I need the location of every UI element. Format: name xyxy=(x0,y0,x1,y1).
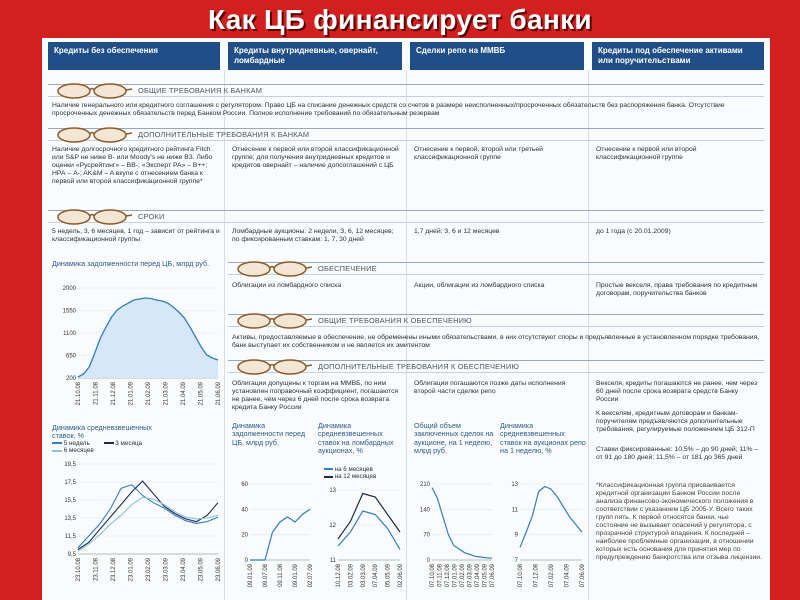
section-label: ОБЕСПЕЧЕНИЕ xyxy=(318,264,377,273)
chart2-legend xyxy=(52,440,222,455)
y-tick-label: 13,5 xyxy=(64,516,76,522)
section-label: ДОПОЛНИТЕЛЬНЫЕ ТРЕБОВАНИЯ К ОБЕСПЕЧЕНИЮ xyxy=(318,362,520,371)
y-tick-label: 11 xyxy=(511,507,518,514)
x-tick-label: 21.05.09 xyxy=(198,382,205,406)
series-line xyxy=(338,511,400,550)
x-tick-label: 23.06.09 xyxy=(216,558,222,582)
y-tick-label: 19,5 xyxy=(64,462,76,468)
extra-req-col4: Отнесение к первой или второй классификационной группе xyxy=(596,146,697,162)
x-tick-label: 23.01.09 xyxy=(128,558,135,582)
legend-item: на 6 месяцев xyxy=(324,466,373,473)
page-title: Как ЦБ финансирует банки xyxy=(208,4,592,35)
terms-col1: 5 недель, 3, 6 месяцев, 1 год – зависит от рейтинга и классификационной группы xyxy=(52,228,220,244)
y-tick-label: 0 xyxy=(244,558,248,564)
terms-col4: до 1 года (с 20.01.2009) xyxy=(596,228,671,235)
section-band-collateral-extra xyxy=(228,360,764,373)
x-tick-label: 03.02.09 xyxy=(348,564,355,588)
y-tick-label: 210 xyxy=(419,482,430,488)
y-tick-label: 20 xyxy=(241,532,248,539)
section-label: ОБЩИЕ ТРЕБОВАНИЯ К БАНКАМ xyxy=(138,86,263,95)
chart-repo-rates xyxy=(498,478,588,600)
x-tick-label: 09.01.09 xyxy=(293,564,299,588)
collateral-extra-col4a: Векселя, кредиты погашаются не ранее, чем через 60 дней после срока возврата средств Банку России xyxy=(596,380,758,404)
terms-col3: 1,7 дней; 3, 6 и 12 месяцев xyxy=(414,228,500,235)
y-tick-label: 70 xyxy=(423,532,430,539)
legend-item: на 12 месяцев xyxy=(324,473,376,480)
chart3-title: Динамика задолженности перед ЦБ, млрд руб. xyxy=(232,421,306,447)
y-tick-label: 15,5 xyxy=(64,498,76,504)
x-tick-label: 21.11.08 xyxy=(93,382,100,405)
chart-weighted-rates xyxy=(48,458,224,598)
y-tick-label: 7 xyxy=(514,558,518,564)
x-tick-label: 09.01.09 xyxy=(248,564,254,588)
column-header-intraday: Кредиты внутридневные, овернайт, ломбардные xyxy=(228,42,402,70)
glasses-icon xyxy=(234,310,312,332)
x-tick-label: 02.07.09 xyxy=(308,564,314,588)
x-tick-label: 09.11.08 xyxy=(278,564,284,587)
y-tick-label: 12 xyxy=(329,523,336,529)
y-tick-label: 1100 xyxy=(63,331,76,337)
glasses-icon xyxy=(234,258,312,280)
x-tick-label: 21.01.09 xyxy=(128,382,135,406)
x-tick-label: 07.11.08 xyxy=(437,564,444,587)
glasses-icon xyxy=(54,124,132,146)
x-tick-label: 23.04.09 xyxy=(181,558,187,582)
y-tick-label: 11 xyxy=(329,558,336,564)
column-divider xyxy=(224,70,225,600)
x-tick-label: 02.06.09 xyxy=(398,564,404,588)
x-tick-label: 07.04.09 xyxy=(564,564,571,588)
collateral-col4: Простые векселя, права требования по кредитным договорам, поручительства банков xyxy=(596,282,758,298)
y-tick-label: 200 xyxy=(65,376,76,382)
y-tick-label: 0 xyxy=(426,558,430,564)
x-tick-label: 07.03.09 xyxy=(467,564,474,588)
collateral-general-text: Активы, предоставляемые в обеспечение, не обременены иными обязательствами, в них отсутствуют споры и предъявленные в установленном порядке требования, банк выступает их собственником и не является их эмитентом xyxy=(232,334,760,350)
area-fill xyxy=(78,298,218,378)
x-tick-label: 23.11.08 xyxy=(93,558,100,581)
x-tick-label: 03.03.09 xyxy=(360,564,367,588)
column-header-unsecured: Кредиты без обеспечения xyxy=(48,42,220,70)
y-tick-label: 2000 xyxy=(62,286,76,292)
collateral-extra-col2: Облигации допущены к торгам на ММВБ, по ним установлен поправочный коэффициент, погашаются не ранее, чем через 6 дней после срока возврата кредита Банку России xyxy=(232,380,399,412)
y-tick-label: 9 xyxy=(514,532,518,539)
x-tick-label: 07.12.08 xyxy=(445,564,451,588)
column-header-secured: Кредиты под обеспечение активами или поручительствами xyxy=(592,42,764,70)
x-tick-label: 21.12.08 xyxy=(111,382,117,406)
collateral-col2: Облигации из ломбардного списка xyxy=(232,282,342,289)
y-tick-label: 40 xyxy=(241,507,248,514)
extra-req-col3: Отнесение к первой, второй или третьей классификационной группе xyxy=(414,146,543,162)
x-tick-label: 07.01.09 xyxy=(452,564,459,588)
general-requirements-text: Наличие генерального или кредитного соглашения с регулятором. Право ЦБ на списание денежных средств со счетов в размере неисполненных/просроченных обязательств без распоряжения банка. Отсутствие просроченных денежных обязательств перед Банком России. Полное исполнение требований по обязательным резервам xyxy=(52,102,725,118)
x-tick-label: 23.10.08 xyxy=(76,558,82,582)
x-tick-label: 09.07.08 xyxy=(263,564,269,588)
y-tick-label: 13 xyxy=(511,482,518,488)
section-label: СРОКИ xyxy=(138,212,165,221)
chart1-title: Динамика задолженности перед ЦБ, млрд руб. xyxy=(52,259,210,268)
terms-col2: Ломбардные аукционы: 2 недели, 3, 6, 12 месяцев; по фиксированным ставкам: 1, 7, 30 дней xyxy=(232,228,394,244)
chart4-legend xyxy=(324,466,408,481)
chart2-title: Динамика средневзвешенных ставок, % xyxy=(52,423,152,441)
x-tick-label: 21.04.09 xyxy=(181,382,187,406)
extra-req-col1: Наличие долгосрочного кредитного рейтинга Fitch или S&P не ниже B- или Moody's не ниже B3. Либо оценки «Русрейтинг» – BB-; «Эксперт РА» – B++; НРА – A-; AK&M – A вкупе с отнесением банка к первой или второй классификационной группе* xyxy=(52,146,213,186)
x-tick-label: 23.05.09 xyxy=(198,558,205,582)
chart-debt-dynamics xyxy=(48,282,224,422)
x-tick-label: 07.06.09 xyxy=(580,564,586,588)
extra-req-col2: Отнесение к первой или второй классификационной группе; для получения внутридневных кредитов и кредитов овернайт – наличие допсоглашений с ЦБ xyxy=(232,146,399,170)
x-tick-label: 07.02.09 xyxy=(549,564,555,588)
glasses-icon xyxy=(54,80,132,102)
x-tick-label: 21.06.09 xyxy=(216,382,222,406)
collateral-extra-col4b: К векселям, кредитным договорам и банкам-поручителям предъявляются дополнительные требования, регулируемые положением ЦБ 312-П xyxy=(596,410,755,434)
y-tick-label: 13 xyxy=(329,488,336,494)
chart6-title: Динамика средневзвешенных ставок на аукционах репо на 1 неделю, % xyxy=(500,421,586,456)
section-band-terms xyxy=(48,210,764,223)
legend-item: 3 месяца xyxy=(104,440,143,447)
x-tick-label: 23.12.08 xyxy=(111,558,117,582)
x-tick-label: 07.02.09 xyxy=(460,564,466,588)
collateral-extra-col3: Облигации погашаются позже даты исполнения второй части сделки репо xyxy=(414,380,566,396)
glasses-icon xyxy=(54,206,132,228)
infographic-sheet xyxy=(42,38,770,600)
x-tick-label: 10.12.08 xyxy=(336,564,342,588)
series-line xyxy=(78,481,218,549)
legend-item: 6 месяцев xyxy=(52,447,94,454)
series-line xyxy=(432,488,492,559)
x-tick-label: 21.03.09 xyxy=(163,382,170,406)
y-tick-label: 11,5 xyxy=(64,534,76,540)
collateral-col3: Акции, облигации из ломбардного списка xyxy=(414,282,545,289)
y-tick-label: 9,5 xyxy=(67,552,76,558)
legend-item: 5 недель xyxy=(52,440,90,447)
y-tick-label: 17,5 xyxy=(64,480,76,486)
section-band-collateral xyxy=(228,262,764,275)
x-tick-label: 07.06.09 xyxy=(490,564,496,588)
x-tick-label: 07.05.09 xyxy=(482,564,489,588)
x-tick-label: 07.12.08 xyxy=(533,564,540,588)
y-tick-label: 60 xyxy=(241,482,248,488)
y-tick-label: 140 xyxy=(419,507,430,514)
x-tick-label: 05.05.09 xyxy=(385,564,392,588)
x-tick-label: 23.03.09 xyxy=(163,558,170,582)
y-tick-label: 1550 xyxy=(62,308,76,315)
collateral-extra-col4c: Ставки фиксированные: 10,5% – до 90 дней; 11% – от 91 до 180 дней; 11,5% – от 181 до 365 дней xyxy=(596,446,759,462)
x-tick-label: 07.10.08 xyxy=(430,564,436,588)
chart-lombard-rates xyxy=(316,484,406,600)
chart5-title: Общий объем заключенных сделок на аукционе, на 1 неделю, млрд руб. xyxy=(414,421,494,456)
section-band-extra-requirements xyxy=(48,128,764,141)
x-tick-label: 21.02.09 xyxy=(146,382,152,406)
section-band-general-requirements xyxy=(48,84,764,97)
x-tick-label: 21.10.08 xyxy=(76,382,82,406)
chart4-title: Динамика средневзвешенных ставок на ломбардных аукционах, % xyxy=(318,421,394,456)
y-tick-label: 650 xyxy=(65,353,76,360)
series-line xyxy=(520,487,582,548)
footnote: *Классификационная группа присваивается кредитной организации Банком России после анализа финансово-экономического положения в соответствии с указанием ЦБ 2005-У. Всего таких групп пять. К первой относятся банки, чье состояние не вызывает опасений у регулятора, с прозрачной структурой владения. К последней – наиболее проблемные организации, в отношении которых есть основания для принятия мер по предупреждению банкротства или отзыва лицензии. xyxy=(596,482,762,562)
section-band-collateral-general xyxy=(228,314,764,327)
section-label: ДОПОЛНИТЕЛЬНЫЕ ТРЕБОВАНИЯ К БАНКАМ xyxy=(138,130,310,139)
title-banner xyxy=(0,0,800,42)
section-label: ОБЩИЕ ТРЕБОВАНИЯ К ОБЕСПЕЧЕНИЮ xyxy=(318,316,472,325)
x-tick-label: 07.04.09 xyxy=(373,564,380,588)
chart-debt-lombard xyxy=(228,478,316,600)
column-header-repo: Сделки репо на ММВБ xyxy=(410,42,584,70)
x-tick-label: 07.10.08 xyxy=(518,564,524,588)
series-line xyxy=(78,485,218,548)
x-tick-label: 07.04.09 xyxy=(475,564,481,588)
x-tick-label: 23.02.09 xyxy=(146,558,152,582)
glasses-icon xyxy=(234,356,312,378)
chart-repo-volume xyxy=(410,478,498,600)
series-line xyxy=(338,494,400,540)
